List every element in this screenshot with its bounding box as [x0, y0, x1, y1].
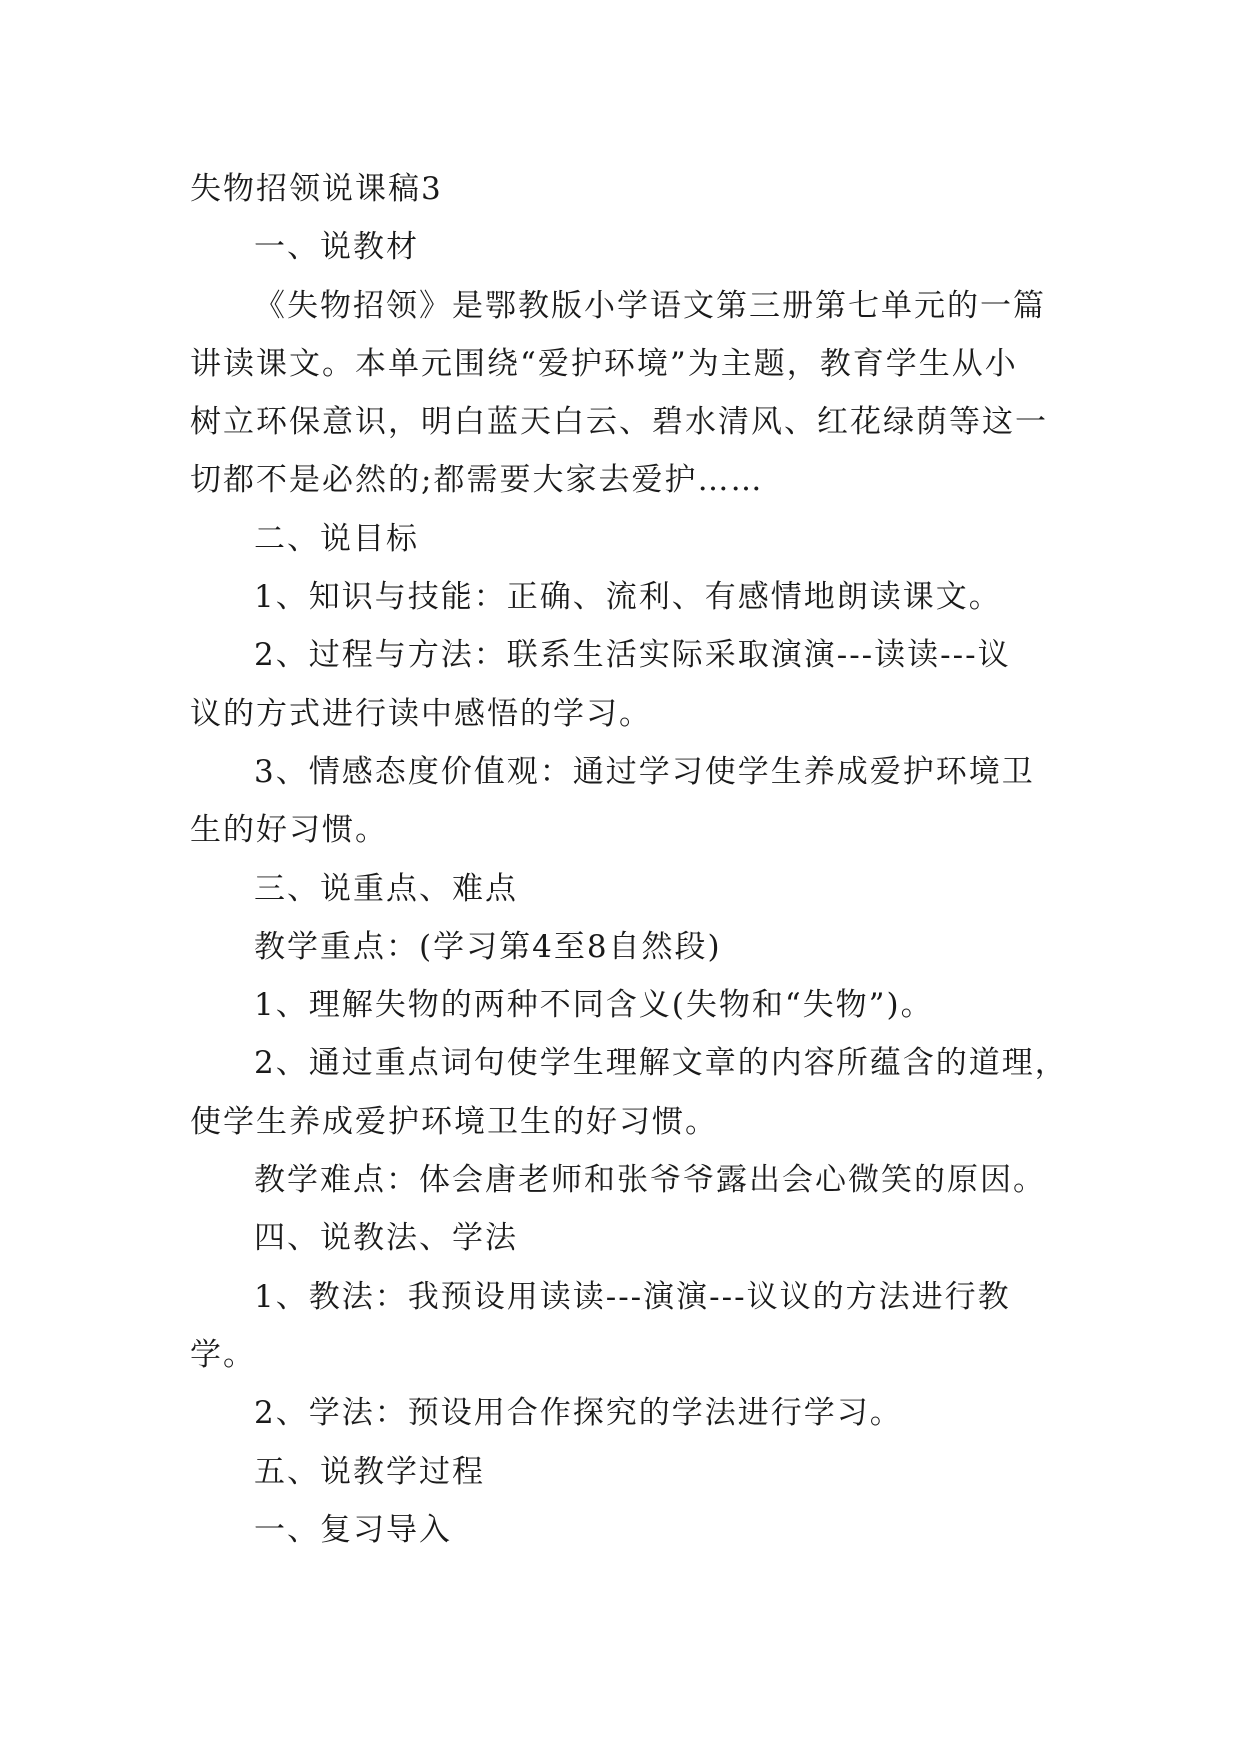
paragraph-line: 2、通过重点词句使学生理解文章的内容所蕴含的道理， [254, 1045, 1068, 1082]
subsection-heading-review: 一、复习导入 [254, 1511, 452, 1548]
paragraph-line: 1、理解失物的两种不同含义(失物和“失物”)。 [254, 987, 934, 1024]
document-title: 失物招领说课稿3 [190, 171, 443, 207]
paragraph-line: 使学生养成爱护环境卫生的好习惯。 [190, 1103, 718, 1140]
paragraph-line: 教学重点：(学习第4至8自然段) [254, 928, 722, 965]
paragraph-line: 学。 [190, 1336, 256, 1373]
paragraph-line: 2、学法：预设用合作探究的学法进行学习。 [254, 1395, 903, 1432]
paragraph-line: 切都不是必然的;都需要大家去爱护…… [190, 462, 764, 499]
paragraph-line: 讲读课文。本单元围绕“爱护环境”为主题，教育学生从小 [190, 345, 1018, 382]
paragraph-line: 1、教法：我预设用读读---演演---议议的方法进行教 [254, 1278, 1011, 1315]
paragraph-line: 2、过程与方法：联系生活实际采取演演---读读---议 [254, 637, 1011, 674]
paragraph-line: 3、情感态度价值观：通过学习使学生养成爱护环境卫 [254, 753, 1035, 790]
section-heading-key-points: 三、说重点、难点 [254, 870, 518, 907]
section-heading-teaching-material: 一、说教材 [254, 229, 419, 266]
paragraph-line: 1、知识与技能：正确、流利、有感情地朗读课文。 [254, 579, 1002, 616]
paragraph-line: 生的好习惯。 [190, 812, 388, 849]
paragraph-line: 教学难点：体会唐老师和张爷爷露出会心微笑的原因。 [254, 1162, 1046, 1199]
section-heading-methods: 四、说教法、学法 [254, 1220, 518, 1257]
paragraph-line: 议的方式进行读中感悟的学习。 [190, 695, 652, 732]
paragraph-line: 《失物招领》是鄂教版小学语文第三册第七单元的一篇 [254, 287, 1046, 324]
section-heading-process: 五、说教学过程 [254, 1453, 485, 1490]
document-body [190, 160, 1070, 1559]
section-heading-goals: 二、说目标 [254, 520, 419, 557]
paragraph-line: 树立环保意识，明白蓝天白云、碧水清风、红花绿荫等这一 [190, 404, 1048, 441]
